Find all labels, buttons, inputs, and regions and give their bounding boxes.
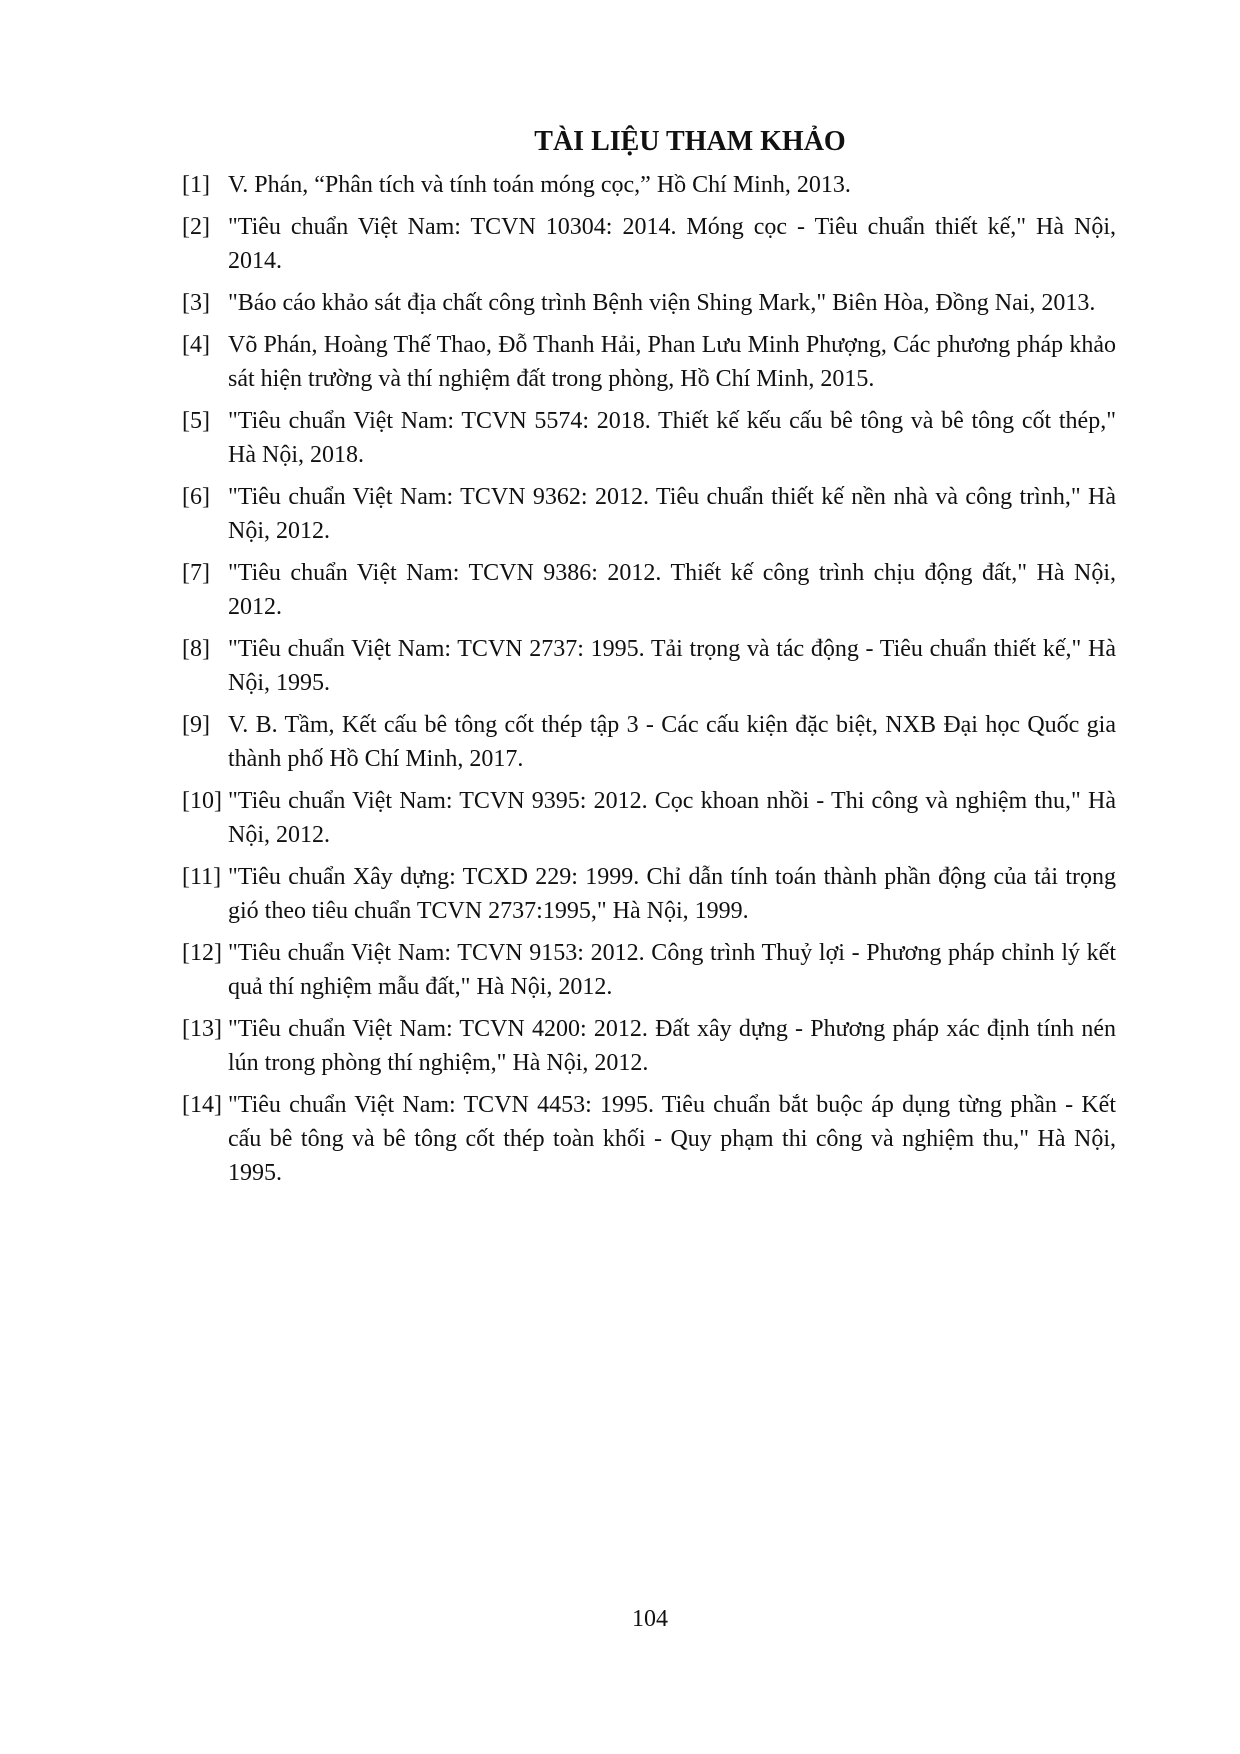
reference-number: [12] [182, 940, 222, 966]
reference-item [182, 784, 1116, 852]
reference-text: "Tiêu chuẩn Việt Nam: TCVN 10304: 2014. Móng cọc - Tiêu chuẩn thiết kế," Hà Nội, 2014. [228, 214, 1116, 274]
reference-number: [7] [182, 560, 210, 586]
reference-text: "Tiêu chuẩn Việt Nam: TCVN 2737: 1995. Tải trọng và tác động - Tiêu chuẩn thiết kế," Hà Nội, 1995. [228, 636, 1116, 696]
reference-item [182, 168, 1116, 202]
page-title: TÀI LIỆU THAM KHẢO [534, 126, 846, 157]
reference-text: "Tiêu chuẩn Việt Nam: TCVN 4453: 1995. Tiêu chuẩn bắt buộc áp dụng từng phần - Kết cấu bê tông và bê tông cốt thép toàn khối - Quy phạm thi công và nghiệm thu," Hà Nội, 1995. [228, 1092, 1116, 1186]
reference-number: [5] [182, 408, 210, 434]
reference-number: [4] [182, 332, 210, 358]
reference-item [182, 286, 1116, 320]
reference-item [182, 936, 1116, 1004]
reference-number: [14] [182, 1092, 222, 1118]
reference-number: [3] [182, 290, 210, 316]
reference-item [182, 632, 1116, 700]
reference-number: [1] [182, 172, 210, 198]
reference-text: V. B. Tầm, Kết cấu bê tông cốt thép tập 3 - Các cấu kiện đặc biệt, NXB Đại học Quốc gia thành phố Hồ Chí Minh, 2017. [228, 712, 1116, 772]
reference-text: "Tiêu chuẩn Việt Nam: TCVN 9153: 2012. Công trình Thuỷ lợi - Phương pháp chỉnh lý kết quả thí nghiệm mẫu đất," Hà Nội, 2012. [228, 940, 1116, 1000]
reference-text: "Tiêu chuẩn Việt Nam: TCVN 9386: 2012. Thiết kế công trình chịu động đất," Hà Nội, 2012. [228, 560, 1116, 620]
reference-number: [11] [182, 864, 222, 890]
reference-item [182, 328, 1116, 396]
reference-item [182, 556, 1116, 624]
reference-text: "Tiêu chuẩn Việt Nam: TCVN 9362: 2012. Tiêu chuẩn thiết kế nền nhà và công trình," Hà Nội, 2012. [228, 484, 1116, 544]
reference-number: [2] [182, 214, 210, 240]
reference-number: [6] [182, 484, 210, 510]
reference-text: "Tiêu chuẩn Việt Nam: TCVN 9395: 2012. Cọc khoan nhồi - Thi công và nghiệm thu," Hà Nội, 2012. [228, 788, 1116, 848]
reference-text: V. Phán, “Phân tích và tính toán móng cọc,” Hồ Chí Minh, 2013. [228, 172, 851, 198]
reference-item [182, 210, 1116, 278]
reference-list [182, 168, 1116, 1198]
reference-item [182, 708, 1116, 776]
reference-item [182, 1088, 1116, 1190]
reference-number: [13] [182, 1016, 222, 1042]
reference-number: [10] [182, 788, 222, 814]
reference-item [182, 860, 1116, 928]
reference-item [182, 1012, 1116, 1080]
reference-text: "Tiêu chuẩn Xây dựng: TCXD 229: 1999. Chỉ dẫn tính toán thành phần động của tải trọng gió theo tiêu chuẩn TCVN 2737:1995," Hà Nội, 1999. [228, 864, 1116, 924]
reference-text: "Báo cáo khảo sát địa chất công trình Bệnh viện Shing Mark," Biên Hòa, Đồng Nai, 2013. [228, 290, 1096, 316]
reference-item [182, 404, 1116, 472]
reference-number: [9] [182, 712, 210, 738]
reference-text: Võ Phán, Hoàng Thế Thao, Đỗ Thanh Hải, Phan Lưu Minh Phượng, Các phương pháp khảo sát hiện trường và thí nghiệm đất trong phòng, Hồ Chí Minh, 2015. [228, 332, 1116, 392]
page-number: 104 [632, 1606, 668, 1632]
reference-text: "Tiêu chuẩn Việt Nam: TCVN 4200: 2012. Đất xây dựng - Phương pháp xác định tính nén lún trong phòng thí nghiệm," Hà Nội, 2012. [228, 1016, 1116, 1076]
reference-number: [8] [182, 636, 210, 662]
reference-text: "Tiêu chuẩn Việt Nam: TCVN 5574: 2018. Thiết kế kếu cấu bê tông và bê tông cốt thép," Hà Nội, 2018. [228, 408, 1116, 468]
reference-item [182, 480, 1116, 548]
